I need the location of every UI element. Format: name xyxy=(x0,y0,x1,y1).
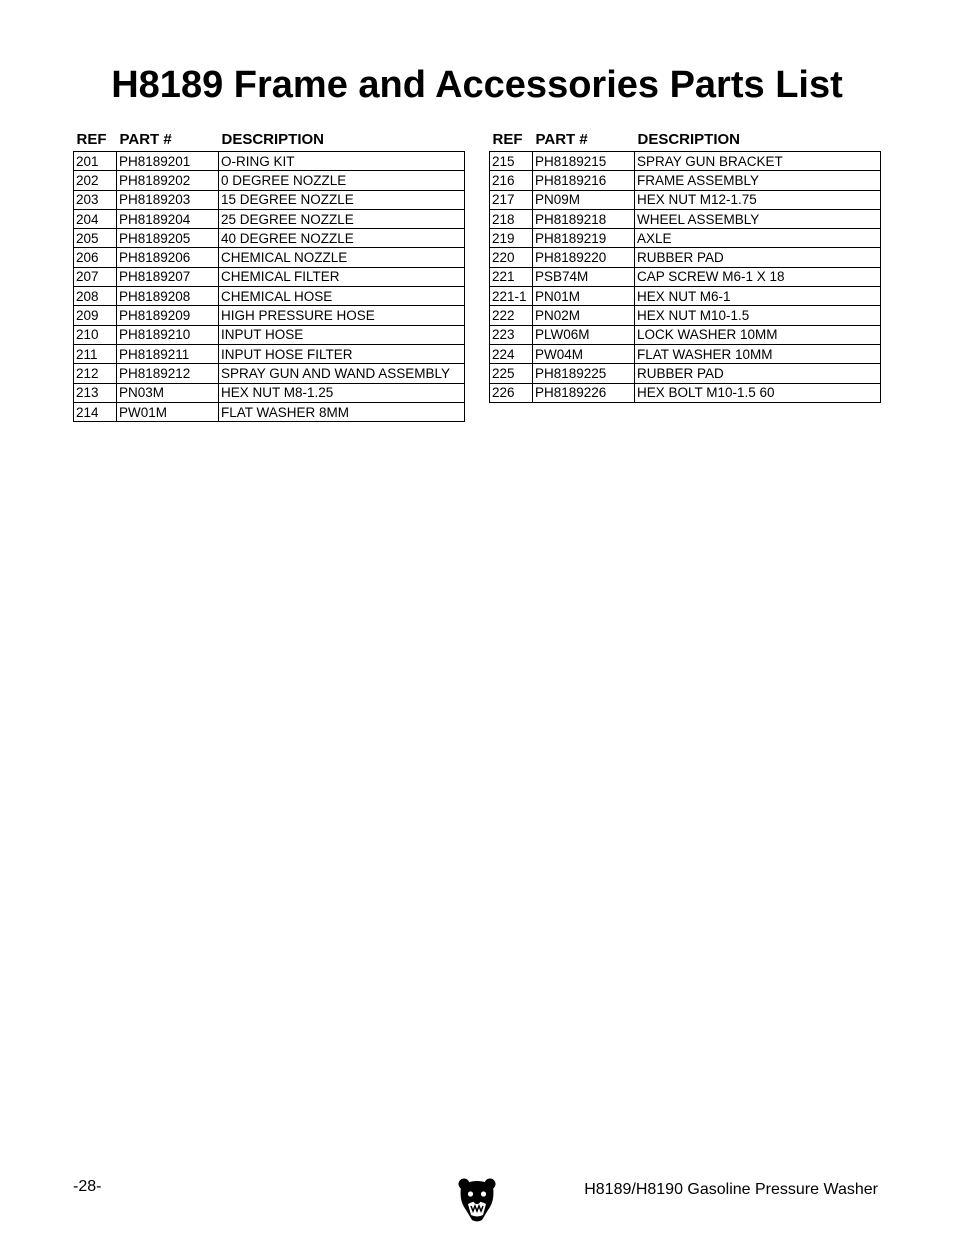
description-cell: INPUT HOSE xyxy=(219,325,465,344)
table-row xyxy=(74,287,465,306)
description-cell: 15 DEGREE NOZZLE xyxy=(219,190,465,209)
description-cell: CHEMICAL FILTER xyxy=(219,267,465,286)
description-cell: CHEMICAL HOSE xyxy=(219,287,465,306)
description-cell: INPUT HOSE FILTER xyxy=(219,344,465,363)
description-cell: AXLE xyxy=(635,229,881,248)
description-cell: RUBBER PAD xyxy=(635,248,881,267)
description-cell: CHEMICAL NOZZLE xyxy=(219,248,465,267)
part-number-cell: PH8189218 xyxy=(533,209,635,228)
table-header-row xyxy=(490,128,881,152)
part-number-cell: PH8189207 xyxy=(117,267,219,286)
description-cell: RUBBER PAD xyxy=(635,364,881,383)
description-cell: 40 DEGREE NOZZLE xyxy=(219,229,465,248)
ref-cell: 208 xyxy=(74,287,117,306)
description-header: DESCRIPTION xyxy=(221,131,325,148)
ref-cell: 221 xyxy=(490,267,533,286)
ref-cell: 203 xyxy=(74,190,117,209)
ref-cell: 206 xyxy=(74,248,117,267)
table-row xyxy=(490,209,881,228)
table-row xyxy=(490,248,881,267)
part-number-cell: PH8189205 xyxy=(117,229,219,248)
description-cell: 0 DEGREE NOZZLE xyxy=(219,171,465,190)
ref-header: REF xyxy=(492,131,523,148)
description-cell: LOCK WASHER 10MM xyxy=(635,325,881,344)
part-number-cell: PH8189201 xyxy=(117,152,219,171)
description-header: DESCRIPTION xyxy=(637,131,741,148)
part-number-cell: PH8189226 xyxy=(533,383,635,402)
part-number-cell: PN02M xyxy=(533,306,635,325)
ref-cell: 207 xyxy=(74,267,117,286)
description-cell: SPRAY GUN BRACKET xyxy=(635,152,881,171)
ref-cell: 201 xyxy=(74,152,117,171)
description-cell: FRAME ASSEMBLY xyxy=(635,171,881,190)
table-row xyxy=(490,171,881,190)
parts-table-left xyxy=(73,128,465,422)
ref-cell: 215 xyxy=(490,152,533,171)
part-number-cell: PH8189225 xyxy=(533,364,635,383)
page-number: -28- xyxy=(73,1178,102,1195)
ref-cell: 222 xyxy=(490,306,533,325)
ref-cell: 226 xyxy=(490,383,533,402)
table-row xyxy=(490,383,881,402)
ref-cell: 211 xyxy=(74,344,117,363)
part-header: PART # xyxy=(119,131,172,148)
table-row xyxy=(490,229,881,248)
part-number-cell: PH8189219 xyxy=(533,229,635,248)
table-row xyxy=(74,364,465,383)
bear-head-logo-icon xyxy=(457,1177,497,1223)
table-row xyxy=(490,325,881,344)
ref-cell: 214 xyxy=(74,402,117,421)
part-number-cell: PW04M xyxy=(533,344,635,363)
description-cell: HEX NUT M12-1.75 xyxy=(635,190,881,209)
table-row xyxy=(74,402,465,421)
part-number-cell: PW01M xyxy=(117,402,219,421)
table-row xyxy=(490,306,881,325)
manual-title: H8189/H8190 Gasoline Pressure Washer xyxy=(584,1181,878,1198)
part-number-cell: PH8189220 xyxy=(533,248,635,267)
description-cell: HEX NUT M6-1 xyxy=(635,287,881,306)
description-cell: WHEEL ASSEMBLY xyxy=(635,209,881,228)
description-cell: HEX NUT M10-1.5 xyxy=(635,306,881,325)
table-row xyxy=(490,152,881,171)
description-cell: FLAT WASHER 8MM xyxy=(219,402,465,421)
ref-cell: 205 xyxy=(74,229,117,248)
description-cell: HEX BOLT M10-1.5 60 xyxy=(635,383,881,402)
ref-cell: 216 xyxy=(490,171,533,190)
part-number-cell: PH8189206 xyxy=(117,248,219,267)
ref-cell: 219 xyxy=(490,229,533,248)
description-cell: CAP SCREW M6-1 X 18 xyxy=(635,267,881,286)
part-number-cell: PLW06M xyxy=(533,325,635,344)
ref-cell: 204 xyxy=(74,209,117,228)
part-number-cell: PH8189204 xyxy=(117,209,219,228)
parts-table-right xyxy=(489,128,881,403)
part-number-cell: PN03M xyxy=(117,383,219,402)
table-row xyxy=(490,364,881,383)
part-number-cell: PH8189203 xyxy=(117,190,219,209)
ref-cell: 218 xyxy=(490,209,533,228)
description-cell: 25 DEGREE NOZZLE xyxy=(219,209,465,228)
ref-cell: 213 xyxy=(74,383,117,402)
ref-cell: 225 xyxy=(490,364,533,383)
table-row xyxy=(490,287,881,306)
part-number-cell: PH8189212 xyxy=(117,364,219,383)
table-row xyxy=(74,190,465,209)
ref-cell: 210 xyxy=(74,325,117,344)
table-row xyxy=(490,267,881,286)
ref-cell: 217 xyxy=(490,190,533,209)
part-number-cell: PH8189208 xyxy=(117,287,219,306)
table-header-row xyxy=(74,128,465,152)
ref-cell: 221-1 xyxy=(490,287,533,306)
ref-cell: 224 xyxy=(490,344,533,363)
part-number-cell: PH8189215 xyxy=(533,152,635,171)
description-cell: SPRAY GUN AND WAND ASSEMBLY xyxy=(219,364,465,383)
table-row xyxy=(490,190,881,209)
table-row xyxy=(74,248,465,267)
description-cell: HEX NUT M8-1.25 xyxy=(219,383,465,402)
part-header: PART # xyxy=(535,131,588,148)
part-number-cell: PN01M xyxy=(533,287,635,306)
description-cell: FLAT WASHER 10MM xyxy=(635,344,881,363)
part-number-cell: PH8189209 xyxy=(117,306,219,325)
table-row xyxy=(74,209,465,228)
ref-cell: 202 xyxy=(74,171,117,190)
ref-cell: 223 xyxy=(490,325,533,344)
part-number-cell: PH8189216 xyxy=(533,171,635,190)
description-cell: HIGH PRESSURE HOSE xyxy=(219,306,465,325)
table-row xyxy=(74,306,465,325)
description-cell: O-RING KIT xyxy=(219,152,465,171)
part-number-cell: PH8189202 xyxy=(117,171,219,190)
table-row xyxy=(74,171,465,190)
ref-header: REF xyxy=(76,131,107,148)
table-row xyxy=(74,383,465,402)
part-number-cell: PH8189210 xyxy=(117,325,219,344)
ref-cell: 212 xyxy=(74,364,117,383)
table-row xyxy=(74,152,465,171)
table-row xyxy=(74,267,465,286)
table-row xyxy=(74,344,465,363)
table-row xyxy=(490,344,881,363)
part-number-cell: PH8189211 xyxy=(117,344,219,363)
ref-cell: 209 xyxy=(74,306,117,325)
ref-cell: 220 xyxy=(490,248,533,267)
part-number-cell: PSB74M xyxy=(533,267,635,286)
table-row xyxy=(74,229,465,248)
table-row xyxy=(74,325,465,344)
page-title: H8189 Frame and Accessories Parts List xyxy=(111,64,843,106)
part-number-cell: PN09M xyxy=(533,190,635,209)
